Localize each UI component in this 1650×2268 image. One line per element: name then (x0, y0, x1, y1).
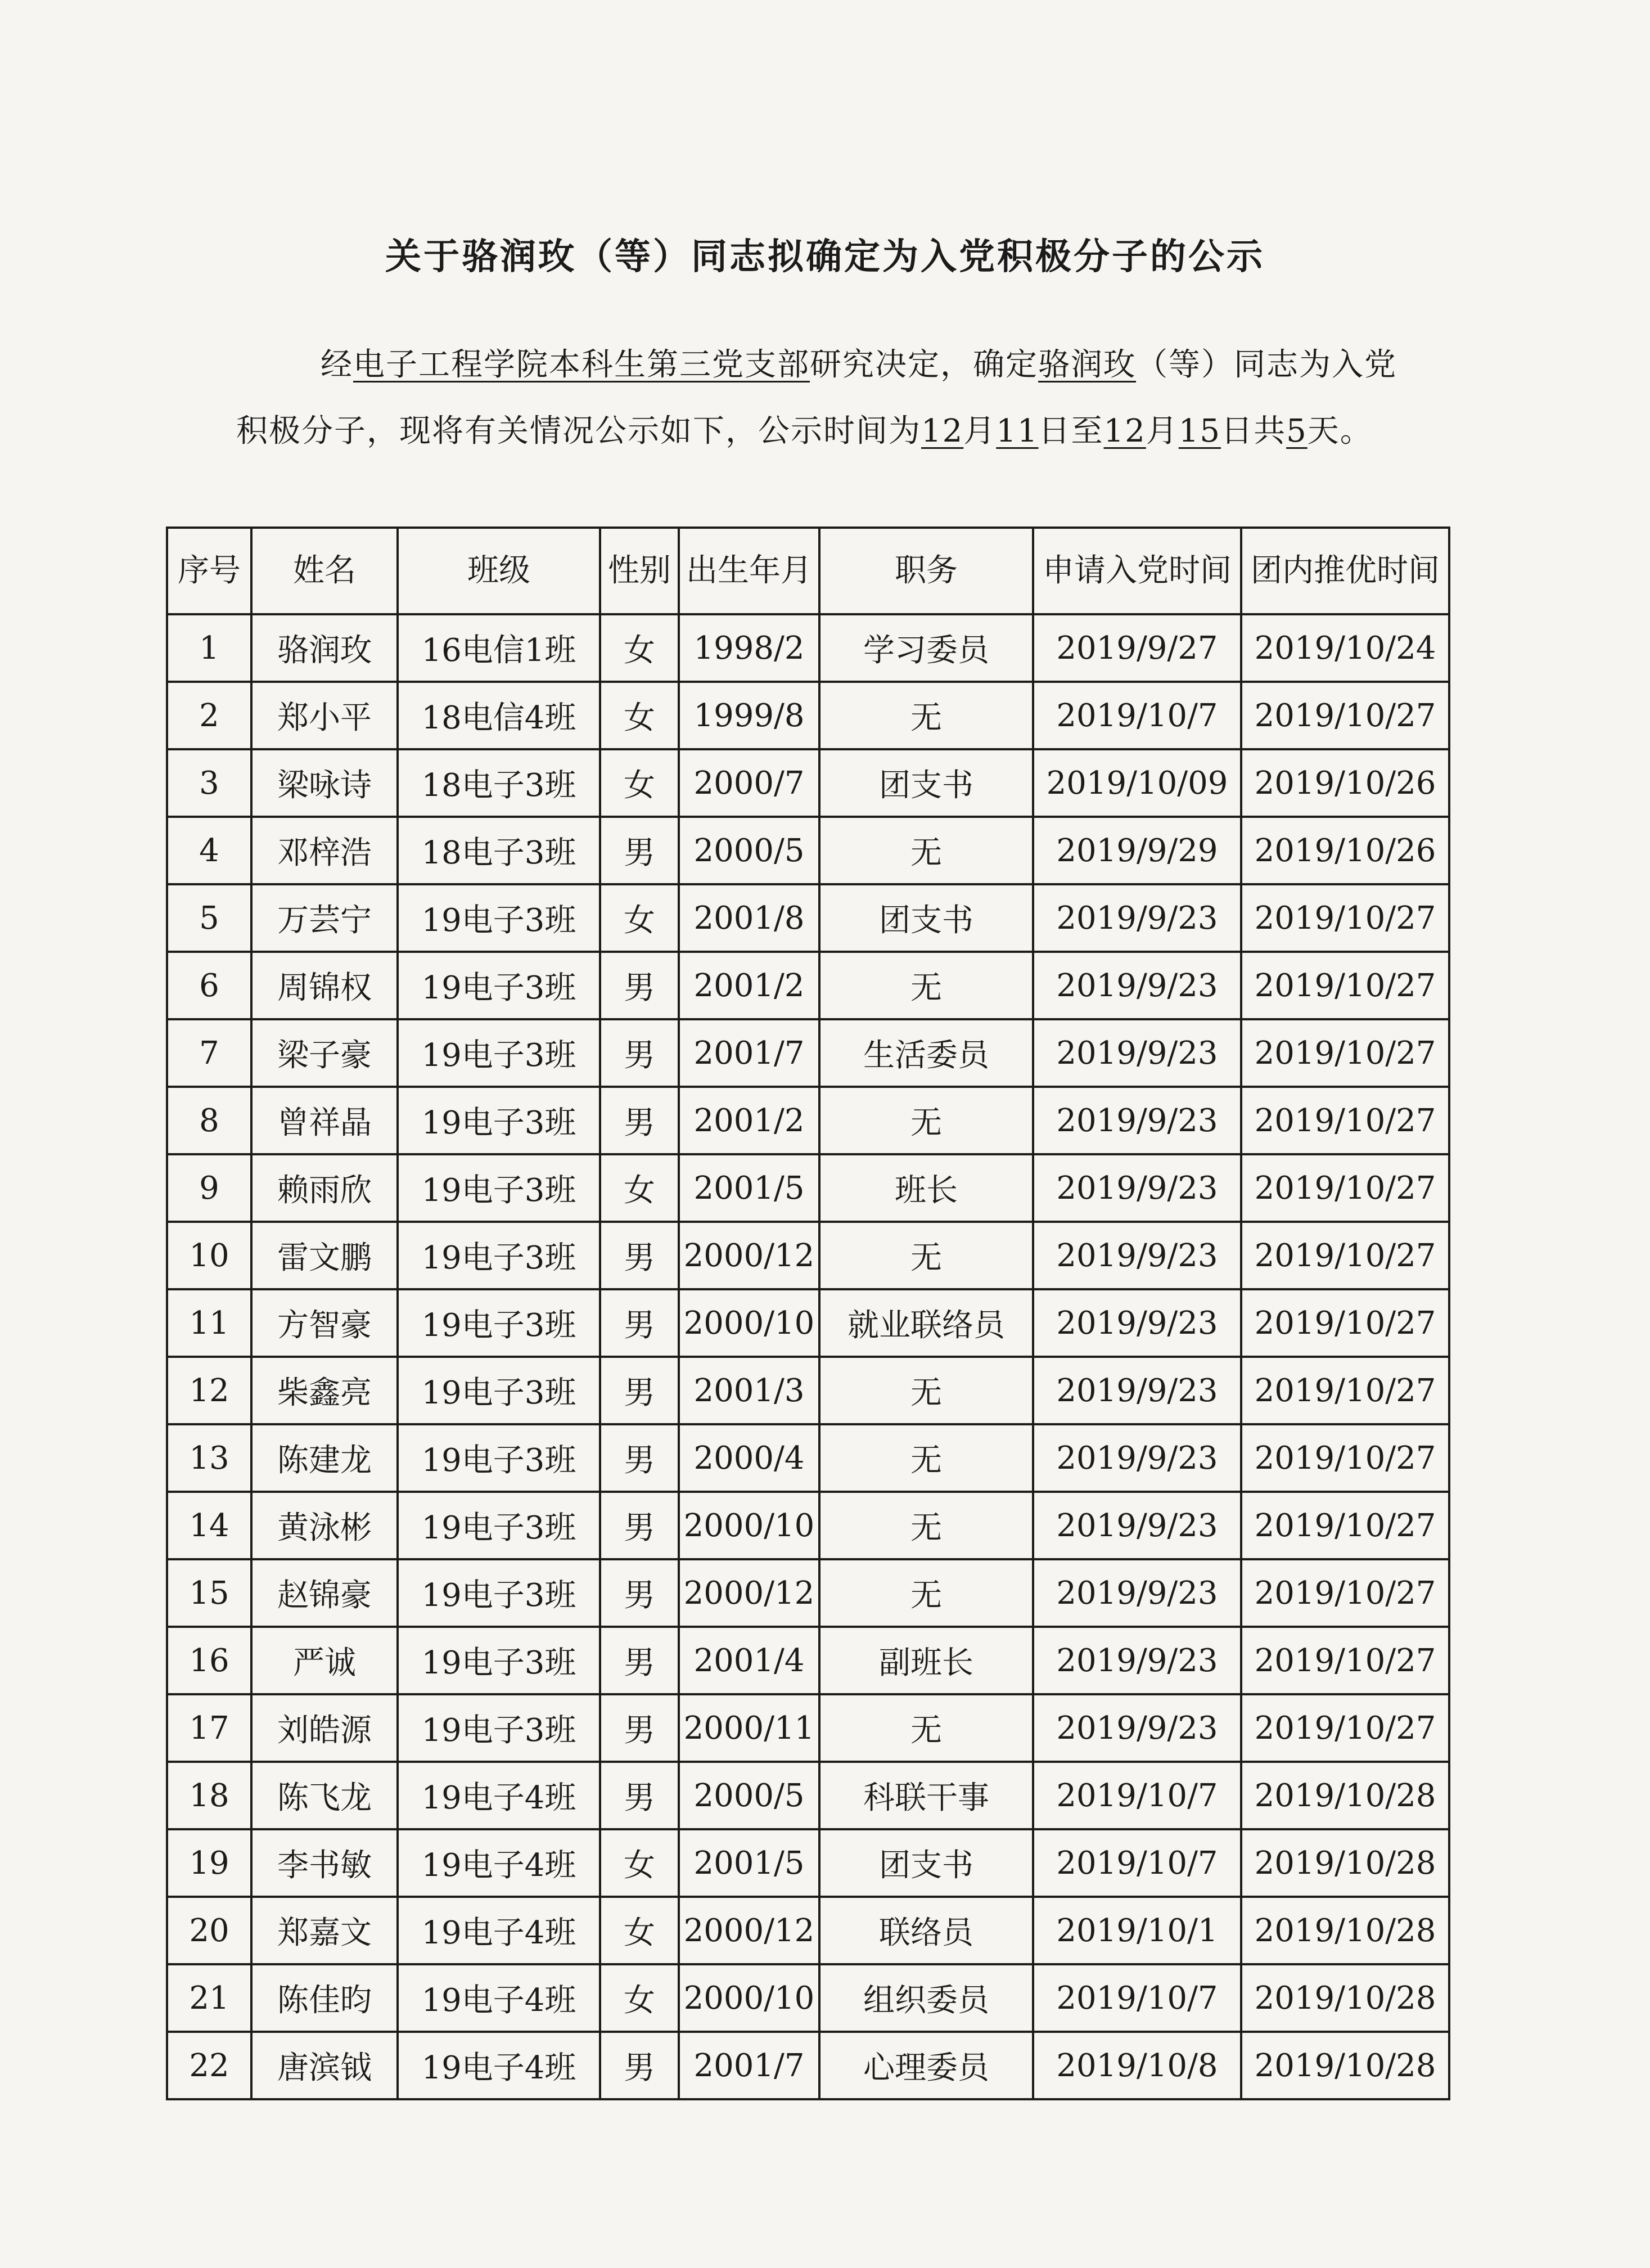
cell-birth: 2000/5 (679, 1762, 819, 1829)
cell-index: 1 (167, 614, 251, 682)
notice-text2: （等）同志为入党积极分子，现将有关情况公示如下，公示时间为 (236, 346, 1397, 449)
cell-birth: 1999/8 (679, 682, 819, 749)
cell-gender: 女 (600, 1154, 679, 1222)
cell-index: 10 (167, 1222, 251, 1289)
cell-index: 18 (167, 1762, 251, 1829)
cell-class: 19电子3班 (398, 1357, 600, 1424)
table-row (167, 1627, 1449, 1694)
cell-recommend-date: 2019/10/27 (1241, 884, 1449, 952)
cell-recommend-date: 2019/10/27 (1241, 1559, 1449, 1627)
cell-birth: 2001/5 (679, 1154, 819, 1222)
cell-class: 19电子4班 (398, 1762, 600, 1829)
cell-name: 梁子豪 (251, 1019, 398, 1087)
cell-apply-date: 2019/10/7 (1033, 1964, 1241, 2032)
table-row (167, 817, 1449, 884)
cell-apply-date: 2019/10/7 (1033, 1829, 1241, 1897)
table-row (167, 1289, 1449, 1357)
cell-position: 联络员 (819, 1897, 1033, 1964)
cell-birth: 2001/8 (679, 884, 819, 952)
table-row (167, 1559, 1449, 1627)
cell-name: 周锦权 (251, 952, 398, 1019)
header-class: 班级 (398, 528, 600, 614)
cell-name: 陈飞龙 (251, 1762, 398, 1829)
table-row (167, 1829, 1449, 1897)
cell-index: 6 (167, 952, 251, 1019)
cell-name: 严诚 (251, 1627, 398, 1694)
cell-position: 团支书 (819, 884, 1033, 952)
cell-class: 19电子4班 (398, 1964, 600, 2032)
table-row (167, 1424, 1449, 1492)
cell-gender: 女 (600, 1829, 679, 1897)
cell-position: 无 (819, 1087, 1033, 1154)
cell-apply-date: 2019/9/23 (1033, 1087, 1241, 1154)
cell-name: 郑小平 (251, 682, 398, 749)
cell-gender: 男 (600, 1492, 679, 1559)
notice-names: 骆润玫 (1038, 346, 1136, 383)
table-row (167, 749, 1449, 817)
table-row (167, 2032, 1449, 2099)
cell-index: 2 (167, 682, 251, 749)
cell-name: 黄泳彬 (251, 1492, 398, 1559)
cell-birth: 2000/7 (679, 749, 819, 817)
table-row (167, 1492, 1449, 1559)
cell-apply-date: 2019/9/23 (1033, 1289, 1241, 1357)
cell-index: 4 (167, 817, 251, 884)
cell-birth: 2000/4 (679, 1424, 819, 1492)
notice-start-month: 12 (921, 413, 964, 449)
cell-index: 11 (167, 1289, 251, 1357)
cell-birth: 2000/10 (679, 1289, 819, 1357)
cell-index: 20 (167, 1897, 251, 1964)
header-position: 职务 (819, 528, 1033, 614)
cell-index: 12 (167, 1357, 251, 1424)
cell-gender: 男 (600, 1627, 679, 1694)
cell-position: 无 (819, 1357, 1033, 1424)
cell-name: 柴鑫亮 (251, 1357, 398, 1424)
cell-class: 19电子3班 (398, 884, 600, 952)
cell-position: 班长 (819, 1154, 1033, 1222)
cell-recommend-date: 2019/10/27 (1241, 1019, 1449, 1087)
cell-recommend-date: 2019/10/27 (1241, 952, 1449, 1019)
cell-name: 方智豪 (251, 1289, 398, 1357)
table-header-row (167, 528, 1449, 614)
cell-position: 团支书 (819, 1829, 1033, 1897)
cell-birth: 2001/7 (679, 1019, 819, 1087)
cell-birth: 2000/12 (679, 1897, 819, 1964)
cell-position: 心理委员 (819, 2032, 1033, 2099)
cell-name: 邓梓浩 (251, 817, 398, 884)
cell-recommend-date: 2019/10/28 (1241, 1897, 1449, 1964)
cell-name: 骆润玫 (251, 614, 398, 682)
cell-apply-date: 2019/10/7 (1033, 682, 1241, 749)
cell-name: 陈建龙 (251, 1424, 398, 1492)
table-row (167, 614, 1449, 682)
cell-class: 19电子4班 (398, 1829, 600, 1897)
cell-class: 19电子3班 (398, 1492, 600, 1559)
notice-text1: 研究决定，确定 (810, 346, 1038, 383)
cell-recommend-date: 2019/10/26 (1241, 749, 1449, 817)
cell-apply-date: 2019/9/23 (1033, 1559, 1241, 1627)
header-apply-date: 申请入党时间 (1033, 528, 1241, 614)
table-row (167, 1964, 1449, 2032)
cell-class: 19电子3班 (398, 1424, 600, 1492)
header-gender: 性别 (600, 528, 679, 614)
cell-class: 19电子3班 (398, 1222, 600, 1289)
cell-name: 郑嘉文 (251, 1897, 398, 1964)
cell-birth: 1998/2 (679, 614, 819, 682)
roster-table (166, 526, 1450, 2100)
cell-apply-date: 2019/10/09 (1033, 749, 1241, 817)
cell-apply-date: 2019/9/23 (1033, 1222, 1241, 1289)
notice-end-month: 12 (1103, 413, 1146, 449)
cell-index: 8 (167, 1087, 251, 1154)
cell-apply-date: 2019/10/1 (1033, 1897, 1241, 1964)
cell-recommend-date: 2019/10/26 (1241, 817, 1449, 884)
table-row (167, 682, 1449, 749)
cell-index: 13 (167, 1424, 251, 1492)
table-row (167, 1897, 1449, 1964)
cell-apply-date: 2019/9/23 (1033, 1694, 1241, 1762)
cell-name: 梁咏诗 (251, 749, 398, 817)
header-recommend-date: 团内推优时间 (1241, 528, 1449, 614)
cell-gender: 男 (600, 1357, 679, 1424)
cell-apply-date: 2019/9/23 (1033, 1154, 1241, 1222)
cell-gender: 女 (600, 1964, 679, 2032)
cell-apply-date: 2019/10/7 (1033, 1762, 1241, 1829)
cell-gender: 男 (600, 1289, 679, 1357)
cell-position: 无 (819, 1222, 1033, 1289)
cell-position: 无 (819, 1492, 1033, 1559)
cell-position: 无 (819, 817, 1033, 884)
notice-unit: 电子工程学院本科生第三党支部 (353, 346, 810, 383)
cell-apply-date: 2019/9/23 (1033, 1627, 1241, 1694)
cell-position: 组织委员 (819, 1964, 1033, 2032)
cell-class: 16电信1班 (398, 614, 600, 682)
cell-position: 无 (819, 952, 1033, 1019)
cell-recommend-date: 2019/10/24 (1241, 614, 1449, 682)
cell-class: 19电子3班 (398, 1289, 600, 1357)
header-name: 姓名 (251, 528, 398, 614)
cell-gender: 男 (600, 1694, 679, 1762)
cell-class: 18电信4班 (398, 682, 600, 749)
cell-name: 李书敏 (251, 1829, 398, 1897)
cell-class: 18电子3班 (398, 749, 600, 817)
cell-recommend-date: 2019/10/27 (1241, 1424, 1449, 1492)
table-row (167, 1019, 1449, 1087)
cell-recommend-date: 2019/10/28 (1241, 2032, 1449, 2099)
cell-gender: 女 (600, 749, 679, 817)
cell-name: 唐滨钺 (251, 2032, 398, 2099)
cell-name: 曾祥晶 (251, 1087, 398, 1154)
cell-index: 14 (167, 1492, 251, 1559)
cell-position: 团支书 (819, 749, 1033, 817)
cell-gender: 女 (600, 614, 679, 682)
cell-gender: 男 (600, 1762, 679, 1829)
table-row (167, 1357, 1449, 1424)
table-row (167, 1222, 1449, 1289)
cell-name: 赖雨欣 (251, 1154, 398, 1222)
cell-gender: 男 (600, 1087, 679, 1154)
cell-name: 陈佳昀 (251, 1964, 398, 2032)
cell-class: 18电子3班 (398, 817, 600, 884)
cell-name: 雷文鹏 (251, 1222, 398, 1289)
cell-index: 21 (167, 1964, 251, 2032)
cell-recommend-date: 2019/10/28 (1241, 1762, 1449, 1829)
cell-recommend-date: 2019/10/27 (1241, 1154, 1449, 1222)
cell-apply-date: 2019/9/23 (1033, 884, 1241, 952)
cell-gender: 男 (600, 817, 679, 884)
cell-recommend-date: 2019/10/27 (1241, 1222, 1449, 1289)
cell-gender: 男 (600, 1222, 679, 1289)
cell-index: 22 (167, 2032, 251, 2099)
cell-recommend-date: 2019/10/27 (1241, 1087, 1449, 1154)
cell-recommend-date: 2019/10/27 (1241, 1357, 1449, 1424)
cell-apply-date: 2019/9/23 (1033, 952, 1241, 1019)
cell-birth: 2000/12 (679, 1222, 819, 1289)
cell-birth: 2001/5 (679, 1829, 819, 1897)
notice-start-day: 11 (996, 413, 1039, 449)
notice-paragraph (236, 332, 1423, 465)
cell-index: 19 (167, 1829, 251, 1897)
notice-text3: 日至 (1038, 413, 1104, 449)
cell-index: 16 (167, 1627, 251, 1694)
cell-position: 无 (819, 1424, 1033, 1492)
cell-class: 19电子3班 (398, 1154, 600, 1222)
cell-apply-date: 2019/10/8 (1033, 2032, 1241, 2099)
header-birth: 出生年月 (679, 528, 819, 614)
cell-birth: 2001/3 (679, 1357, 819, 1424)
notice-text4: 日共 (1221, 413, 1287, 449)
cell-birth: 2001/4 (679, 1627, 819, 1694)
cell-apply-date: 2019/9/23 (1033, 1019, 1241, 1087)
notice-prefix: 经 (321, 346, 353, 383)
cell-recommend-date: 2019/10/27 (1241, 1694, 1449, 1762)
cell-gender: 男 (600, 1424, 679, 1492)
cell-birth: 2000/10 (679, 1964, 819, 2032)
cell-position: 无 (819, 1559, 1033, 1627)
cell-gender: 男 (600, 2032, 679, 2099)
cell-class: 19电子3班 (398, 1559, 600, 1627)
cell-recommend-date: 2019/10/27 (1241, 1289, 1449, 1357)
notice-end-day: 15 (1178, 413, 1221, 449)
cell-birth: 2001/2 (679, 952, 819, 1019)
table-row (167, 1762, 1449, 1829)
cell-index: 3 (167, 749, 251, 817)
cell-gender: 女 (600, 884, 679, 952)
cell-apply-date: 2019/9/23 (1033, 1424, 1241, 1492)
cell-name: 万芸宁 (251, 884, 398, 952)
cell-class: 19电子3班 (398, 952, 600, 1019)
cell-class: 19电子3班 (398, 1694, 600, 1762)
cell-index: 17 (167, 1694, 251, 1762)
cell-position: 科联干事 (819, 1762, 1033, 1829)
cell-position: 学习委员 (819, 614, 1033, 682)
cell-birth: 2001/2 (679, 1087, 819, 1154)
cell-index: 9 (167, 1154, 251, 1222)
cell-class: 19电子4班 (398, 2032, 600, 2099)
cell-birth: 2000/5 (679, 817, 819, 884)
cell-birth: 2001/7 (679, 2032, 819, 2099)
cell-position: 无 (819, 682, 1033, 749)
cell-class: 19电子4班 (398, 1897, 600, 1964)
cell-position: 副班长 (819, 1627, 1033, 1694)
cell-birth: 2000/11 (679, 1694, 819, 1762)
cell-birth: 2000/12 (679, 1559, 819, 1627)
cell-class: 19电子3班 (398, 1019, 600, 1087)
table-row (167, 884, 1449, 952)
cell-gender: 女 (600, 682, 679, 749)
cell-apply-date: 2019/9/23 (1033, 1357, 1241, 1424)
table-row (167, 952, 1449, 1019)
notice-text5: 天。 (1307, 413, 1373, 449)
cell-gender: 女 (600, 1897, 679, 1964)
cell-apply-date: 2019/9/29 (1033, 817, 1241, 884)
notice-days: 5 (1286, 413, 1308, 449)
cell-recommend-date: 2019/10/27 (1241, 1627, 1449, 1694)
cell-name: 赵锦豪 (251, 1559, 398, 1627)
cell-apply-date: 2019/9/27 (1033, 614, 1241, 682)
cell-position: 生活委员 (819, 1019, 1033, 1087)
cell-index: 15 (167, 1559, 251, 1627)
cell-name: 刘皓源 (251, 1694, 398, 1762)
cell-recommend-date: 2019/10/28 (1241, 1964, 1449, 2032)
cell-class: 19电子3班 (398, 1627, 600, 1694)
notice-month-char-2: 月 (1146, 413, 1179, 449)
cell-recommend-date: 2019/10/27 (1241, 682, 1449, 749)
cell-apply-date: 2019/9/23 (1033, 1492, 1241, 1559)
cell-recommend-date: 2019/10/28 (1241, 1829, 1449, 1897)
document-title: 关于骆润玫（等）同志拟确定为入党积极分子的公示 (385, 236, 1265, 278)
cell-recommend-date: 2019/10/27 (1241, 1492, 1449, 1559)
cell-position: 无 (819, 1694, 1033, 1762)
table-row (167, 1154, 1449, 1222)
cell-index: 5 (167, 884, 251, 952)
cell-position: 就业联络员 (819, 1289, 1033, 1357)
table-row (167, 1087, 1449, 1154)
cell-index: 7 (167, 1019, 251, 1087)
header-index: 序号 (167, 528, 251, 614)
table-body (167, 614, 1449, 2099)
cell-gender: 男 (600, 952, 679, 1019)
cell-birth: 2000/10 (679, 1492, 819, 1559)
cell-class: 19电子3班 (398, 1087, 600, 1154)
notice-month-char-1: 月 (963, 413, 997, 449)
cell-gender: 男 (600, 1559, 679, 1627)
cell-gender: 男 (600, 1019, 679, 1087)
table-row (167, 1694, 1449, 1762)
